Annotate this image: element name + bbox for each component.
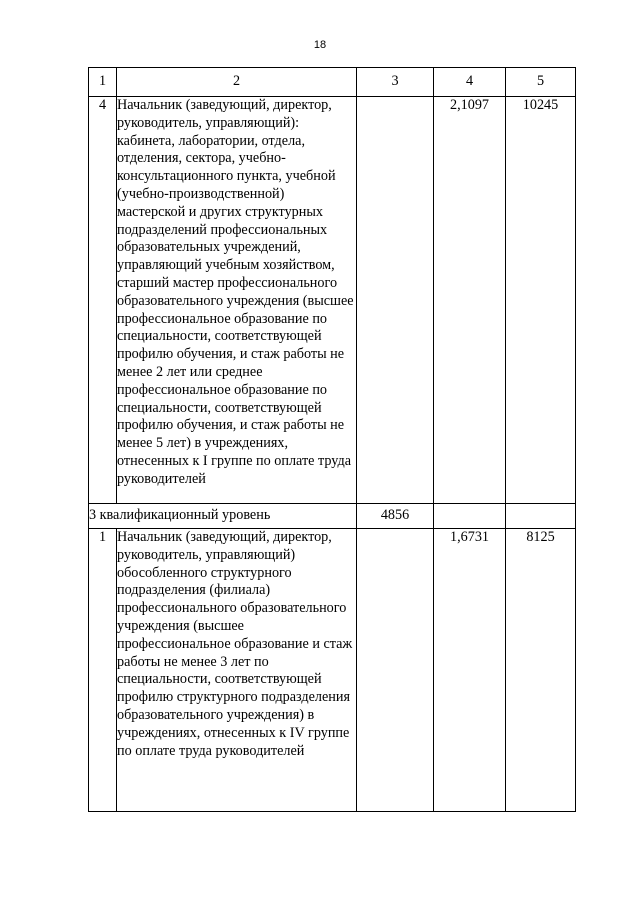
qualification-table — [88, 67, 576, 812]
salary-cell: 10245 — [506, 97, 576, 504]
empty-cell — [506, 504, 576, 529]
row-number: 4 — [89, 97, 117, 504]
table-header-row — [89, 68, 576, 97]
header-cell-3: 3 — [357, 68, 434, 97]
qualification-level-base-salary: 4856 — [357, 504, 434, 529]
qualification-level-row — [89, 504, 576, 529]
table-row — [89, 529, 576, 812]
salary-cell: 8125 — [506, 529, 576, 812]
position-description: Начальник (заведующий, директор, руководитель, управляющий): кабинета, лаборатории, отдела, отделения, сектора, учебно-консультационного пункта, учебной (учебно-производственной) мастерской и других структурных подразделений профессиональных образовательных учреждений, управляющий учебным хозяйством, старший мастер профессионального образовательного учреждения (высшее профессиональное образование по специальности, соответствующей профилю обучения, и стаж работы не менее 2 лет или среднее профессиональное образование по специальности, соответствующей профилю обучения, и стаж работы не менее 5 лет) в учреждениях, отнесенных к I группе по оплате труда руководителей — [117, 97, 357, 504]
page-number: 18 — [313, 39, 327, 51]
header-cell-4: 4 — [434, 68, 506, 97]
header-cell-2: 2 — [117, 68, 357, 97]
table-row — [89, 97, 576, 504]
header-cell-5: 5 — [506, 68, 576, 97]
base-salary-cell — [357, 529, 434, 812]
position-description: Начальник (заведующий, директор, руководитель, управляющий) обособленного структурного подразделения (филиала) профессионального образовательного учреждения (высшее профессиональное образование и стаж работы не менее 3 лет по специальности, соответствующей профилю структурного подразделения образовательного учреждения) в учреждениях, отнесенных к IV группе по оплате труда руководителей — [117, 529, 357, 812]
empty-cell — [434, 504, 506, 529]
base-salary-cell — [357, 97, 434, 504]
coefficient-cell: 2,1097 — [434, 97, 506, 504]
qualification-level-label: 3 квалификационный уровень — [89, 504, 357, 529]
row-number: 1 — [89, 529, 117, 812]
coefficient-cell: 1,6731 — [434, 529, 506, 812]
header-cell-1: 1 — [89, 68, 117, 97]
